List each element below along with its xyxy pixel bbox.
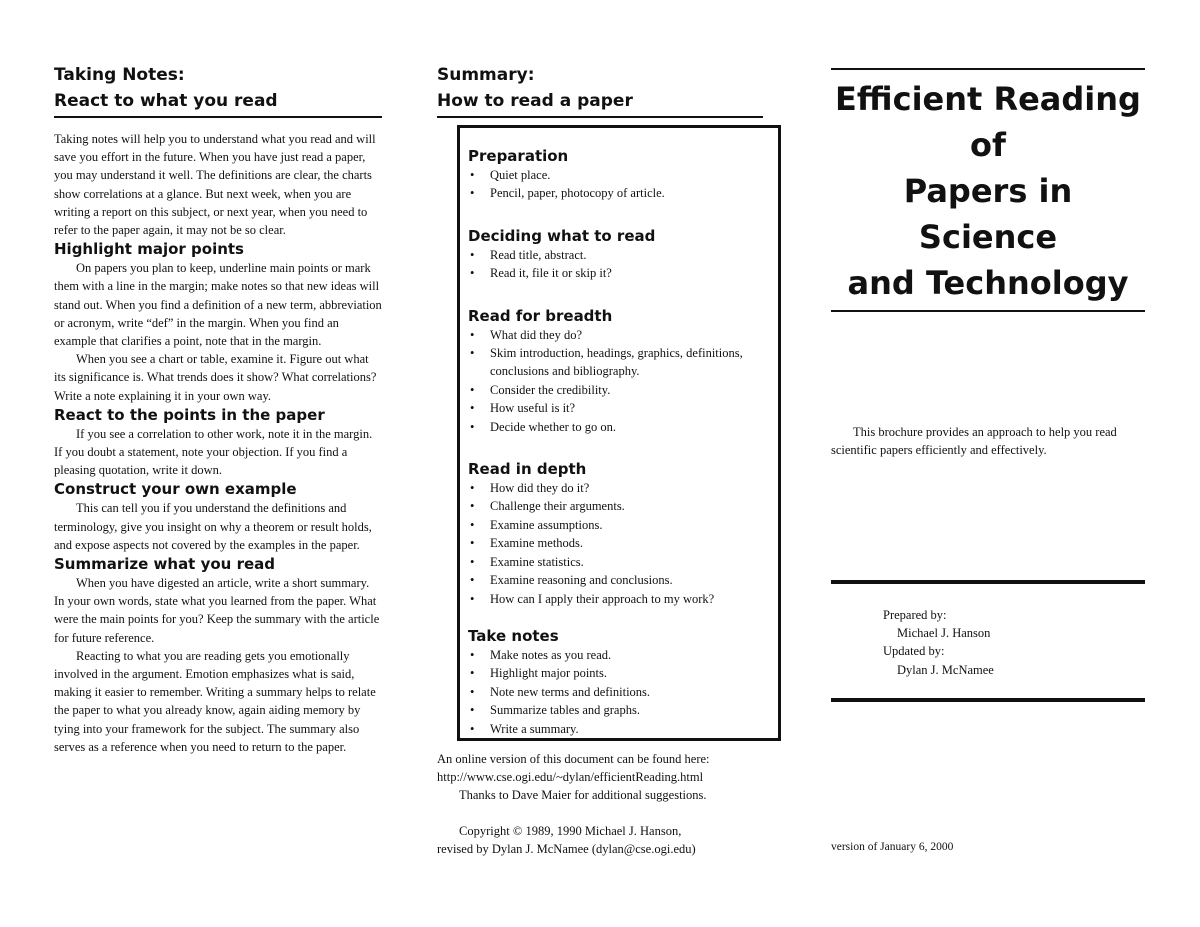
summary-item: • Note new terms and definitions. (468, 683, 770, 701)
section-title-react: React to the points in the paper (54, 405, 325, 424)
online-info (437, 750, 777, 858)
summary-item: • How useful is it? (468, 399, 770, 417)
summary-section-title: Read in depth (468, 460, 587, 479)
summary-section-preparation (468, 146, 770, 203)
summary-item: • How can I apply their approach to my work? (468, 590, 770, 608)
summary-section-title: Read for breadth (468, 306, 613, 325)
thanks-text: Thanks to Dave Maier for additional suggestions. (459, 788, 707, 803)
title-line1: Efficient Reading of (835, 80, 1141, 164)
summary-item: • Skim introduction, headings, graphics, definitions, conclusions and bibliography. (468, 344, 770, 381)
left-heading-line2: React to what you read (54, 91, 278, 111)
updated-by-label: Updated by: (883, 644, 945, 659)
middle-panel (437, 0, 767, 856)
online-url-link[interactable]: http://www.cse.ogi.edu/~dylan/efficientReading.html (437, 770, 704, 785)
left-heading-block (54, 62, 382, 118)
summary-item: • What did they do? (468, 326, 770, 344)
summary-item: • Examine methods. (468, 534, 770, 552)
summary-section-title: Take notes (468, 626, 559, 645)
title-line2: Papers in Science (903, 172, 1073, 256)
summary-box (457, 125, 781, 741)
prepared-by-name: Michael J. Hanson (897, 626, 991, 641)
summary-item: • Pencil, paper, photocopy of article. (468, 184, 770, 202)
summarize-paragraph-1: When you have digested an article, write a short summary. In your own words, state what you learned from the paper. What were the main points for you? Keep the summary with the article for future reference. (54, 576, 380, 645)
summary-section-depth (468, 459, 770, 608)
section-title-example: Construct your own example (54, 480, 297, 499)
summary-item: • Highlight major points. (468, 664, 770, 682)
summary-item: • Challenge their arguments. (468, 497, 770, 515)
summary-item: • Examine reasoning and conclusions. (468, 571, 770, 589)
summary-item: • Examine assumptions. (468, 516, 770, 534)
summary-section-deciding (468, 226, 770, 283)
divider-bottom (831, 698, 1145, 702)
highlight-paragraph-2: When you see a chart or table, examine it. Figure out what its significance is. What trends does it show? What correlations? Write a note explaining it in your own way. (54, 352, 377, 403)
summary-item: • Write a summary. (468, 720, 770, 738)
example-paragraph: This can tell you if you understand the definitions and terminology, give you insight on why a theorem or result holds, and expose aspects not covered by the examples in the paper. (54, 501, 372, 552)
summary-item: • Read it, file it or skip it? (468, 264, 770, 282)
summary-item: • Summarize tables and graphs. (468, 701, 770, 719)
credits (883, 606, 1133, 679)
section-title-highlight: Highlight major points (54, 240, 244, 259)
summary-item: • Quiet place. (468, 166, 770, 184)
updated-by-name: Dylan J. McNamee (897, 662, 994, 677)
summary-item: • How did they do it? (468, 479, 770, 497)
summary-item: • Decide whether to go on. (468, 418, 770, 436)
copyright-line1: Copyright © 1989, 1990 Michael J. Hanson, (459, 823, 682, 838)
highlight-paragraph-1: On papers you plan to keep, underline main points or mark them with a line in the margin; make notes so that new ideas will stand out. When you find a definition of a new term, abbreviation or acronym, write “def” in the margin. When you find an example that clarifies a point, note that in the margin. (54, 261, 382, 349)
summarize-paragraph-2: Reacting to what you are reading gets you emotionally involved in the argument. Emotion emphasizes what is said, making it easier to remember. Writing a summary helps to relate the paper to what you already know, again aiding memory by tying into your framework for the subject. The summary also serves as a reference when you need to return to the paper. (54, 648, 376, 754)
summary-item: • Make notes as you read. (468, 646, 770, 664)
summary-section-breadth (468, 306, 770, 436)
summary-item: • Examine statistics. (468, 553, 770, 571)
intro-paragraph: Taking notes will help you to understand what you read and will save you effort in the future. When you have just read a paper, you may understand it well. The definitions are clear, the charts show correlations at a glance. But next week, when you are writing a report on this subject, or next year, when you need to refer to the paper again, it may not be so clear. (54, 132, 376, 238)
right-panel (831, 0, 1145, 853)
middle-heading-line1: Summary: (437, 65, 535, 85)
summary-section-title: Deciding what to read (468, 226, 656, 245)
copyright-line2: revised by Dylan J. McNamee (dylan@cse.ogi.edu) (437, 841, 696, 856)
summary-section-notes (468, 626, 770, 738)
summary-item: • Consider the credibility. (468, 381, 770, 399)
divider-top (831, 580, 1145, 584)
middle-heading-line2: How to read a paper (437, 91, 633, 111)
middle-heading-block (437, 62, 763, 118)
title-line3: and Technology (847, 264, 1129, 302)
left-heading-line1: Taking Notes: (54, 65, 185, 85)
online-version-text: An online version of this document can be found here: (437, 752, 710, 766)
prepared-by-label: Prepared by: (883, 608, 947, 622)
summary-item: • Read title, abstract. (468, 246, 770, 264)
version-text: version of January 6, 2000 (831, 841, 954, 853)
title-block (831, 68, 1145, 312)
summary-section-title: Preparation (468, 147, 569, 165)
react-paragraph: If you see a correlation to other work, note it in the margin. If you doubt a statement, note your objection. If you find a pleasing quotation, write it down. (54, 426, 373, 478)
left-panel (54, 0, 382, 756)
section-title-summarize: Summarize what you read (54, 555, 275, 574)
brochure-description: This brochure provides an approach to help you read scientific papers efficiently and effectively. (831, 425, 1117, 458)
